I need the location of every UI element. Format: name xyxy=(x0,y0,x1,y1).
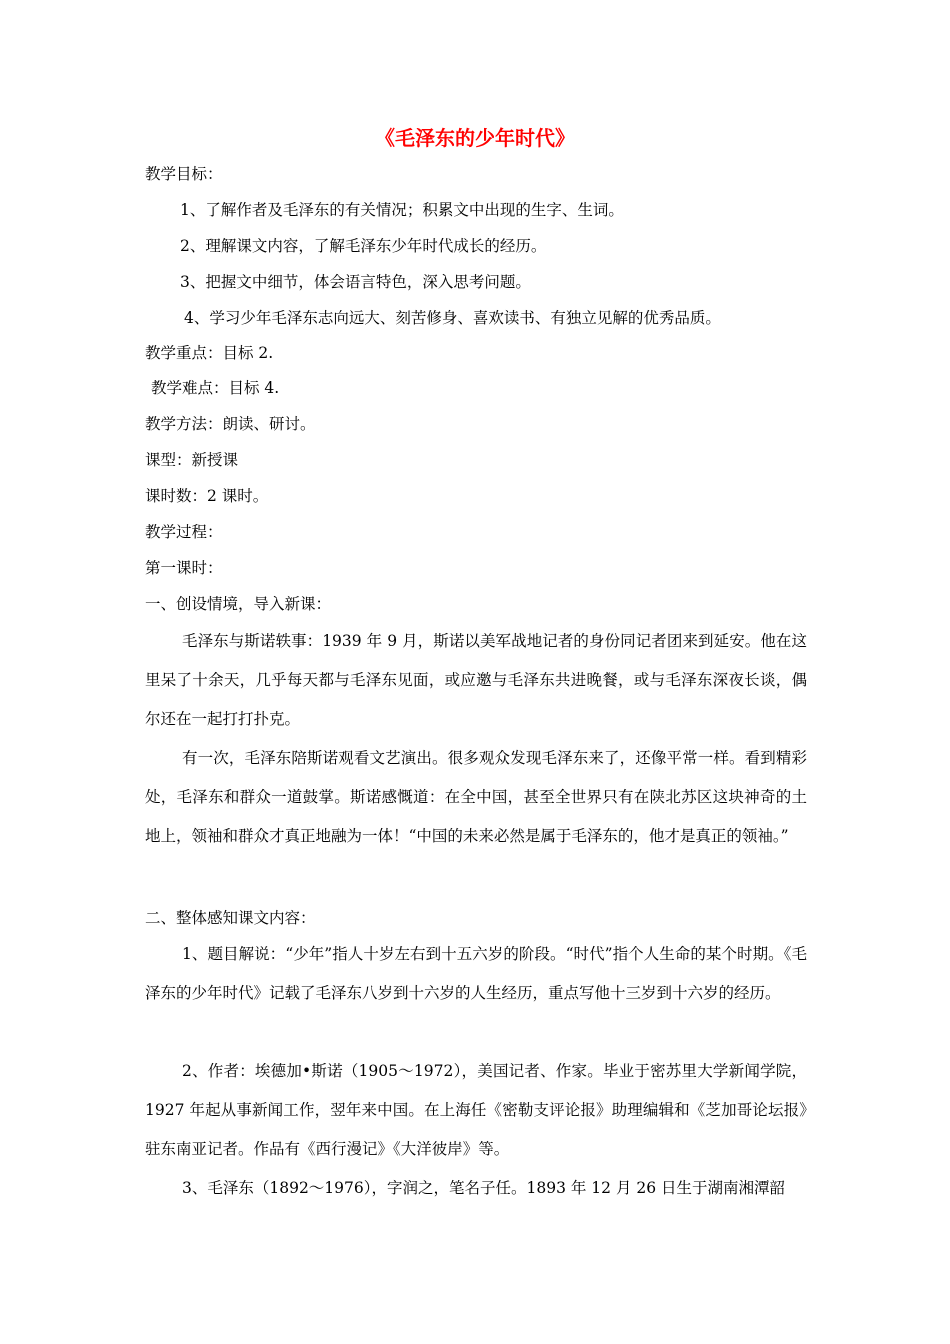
section2-paragraph-2: 2、作者：埃德加•斯诺（1905～1972），美国记者、作家。毕业于密苏里大学新闻学院，1927 年起从事新闻工作，翌年来中国。在上海任《密勒支评论报》助理编辑和《芝加哥论坛报》驻东南亚记者。作品有《西行漫记》《大洋彼岸》等。 xyxy=(145,1062,807,1158)
process-label: 教学过程： xyxy=(145,523,223,541)
key-point: 教学重点：目标 2. xyxy=(145,344,274,362)
document-title: 《毛泽东的少年时代》 xyxy=(375,126,575,150)
objectives-label: 教学目标： xyxy=(145,165,223,183)
objective-item-3: 3、把握文中细节，体会语言特色，深入思考问题。 xyxy=(180,273,531,291)
section1-heading: 一、创设情境，导入新课： xyxy=(145,595,332,613)
objective-item-4: 4、学习少年毛泽东志向远大、刻苦修身、喜欢读书、有独立见解的优秀品质。 xyxy=(184,309,721,327)
section2-paragraph-3: 3、毛泽东（1892～1976），字润之，笔名子任。1893 年 12 月 26 日生于湖南湘潭韶 xyxy=(182,1179,786,1197)
objective-item-1: 1、了解作者及毛泽东的有关情况；积累文中出现的生字、生词。 xyxy=(180,201,624,219)
teaching-method: 教学方法：朗读、研讨。 xyxy=(145,415,316,433)
section2-heading: 二、整体感知课文内容： xyxy=(145,909,316,927)
objective-item-2: 2、理解课文内容，了解毛泽东少年时代成长的经历。 xyxy=(180,237,547,255)
lesson-type: 课型：新授课 xyxy=(145,451,239,469)
section2-paragraph-1: 1、题目解说：“少年”指人十岁左右到十五六岁的阶段。“时代”指个人生命的某个时期。《毛泽东的少年时代》记载了毛泽东八岁到十六岁的人生经历，重点写他十三岁到十六岁的经历。 xyxy=(145,945,807,1002)
lesson-hours: 课时数：2 课时。 xyxy=(145,487,269,505)
difficulty: 教学难点：目标 4. xyxy=(151,379,280,397)
section1-paragraph-2: 有一次，毛泽东陪斯诺观看文艺演出。很多观众发现毛泽东来了，还像平常一样。看到精彩处，毛泽东和群众一道鼓掌。斯诺感慨道：在全中国，甚至全世界只有在陕北苏区这块神奇的土地上，领袖和群众才真正地融为一体！“中国的未来必然是属于毛泽东的，他才是真正的领袖。” xyxy=(145,749,807,845)
first-lesson-label: 第一课时： xyxy=(145,559,223,577)
section1-paragraph-1: 毛泽东与斯诺轶事：1939 年 9 月，斯诺以美军战地记者的身份同记者团来到延安。他在这里呆了十余天，几乎每天都与毛泽东见面，或应邀与毛泽东共进晚餐，或与毛泽东深夜长谈，偶尔还在一起打打扑克。 xyxy=(145,632,807,728)
